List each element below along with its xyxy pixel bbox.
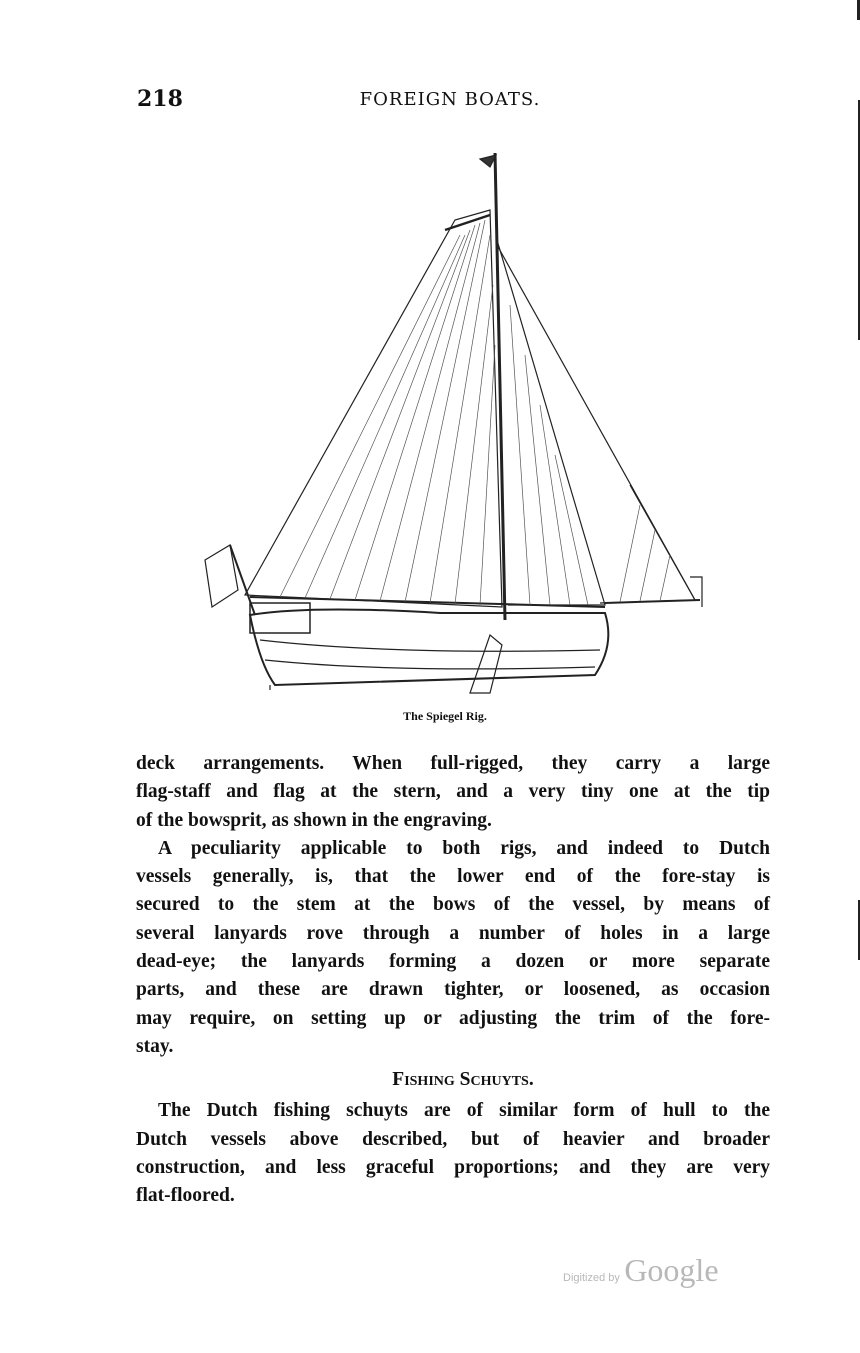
text-line: construction, and less graceful proportions; and they are very <box>136 1156 770 1178</box>
text-line: of the bowsprit, as shown in the engraving. <box>136 809 492 831</box>
text-line: dead-eye; the lanyards forming a dozen or more separate <box>136 951 770 973</box>
text-line: may require, on setting up or adjusting the trim of the fore- <box>136 1007 770 1029</box>
text-line: secured to the stem at the bows of the vessel, by means of <box>136 894 770 916</box>
text-line: A peculiarity applicable to both rigs, and indeed to Dutch <box>158 837 770 859</box>
paragraph <box>136 835 770 1061</box>
text-line: several lanyards rove through a number of holes in a large <box>136 922 770 944</box>
text-line: The Dutch fishing schuyts are of similar form of hull to the <box>158 1100 770 1122</box>
paragraph <box>136 1097 770 1210</box>
text-line: flat-floored. <box>136 1185 235 1207</box>
text-line: Dutch vessels above described, but of heavier and broader <box>136 1128 770 1150</box>
spiegel-rig-engraving <box>190 145 710 695</box>
google-watermark <box>563 1252 719 1289</box>
text-line: deck arrangements. When full-rigged, they carry a large <box>136 753 770 774</box>
watermark-digitized: Digitized by <box>563 1272 620 1284</box>
page-number: 218 <box>137 86 183 112</box>
body-text <box>136 750 770 1210</box>
text-line: parts, and these are drawn tighter, or loosened, as occasion <box>136 979 770 1001</box>
text-line: vessels generally, is, that the lower end of the fore-stay is <box>136 866 770 888</box>
watermark-google-logo: Google <box>624 1252 719 1288</box>
paragraph <box>136 750 770 835</box>
section-heading: Fishing Schuyts. <box>392 1069 534 1091</box>
text-line: flag-staff and flag at the stern, and a very tiny one at the tip <box>136 781 770 803</box>
figure-caption: The Spiegel Rig. <box>403 709 487 723</box>
text-line: stay. <box>136 1035 174 1057</box>
running-title: FOREIGN BOATS. <box>359 89 541 110</box>
